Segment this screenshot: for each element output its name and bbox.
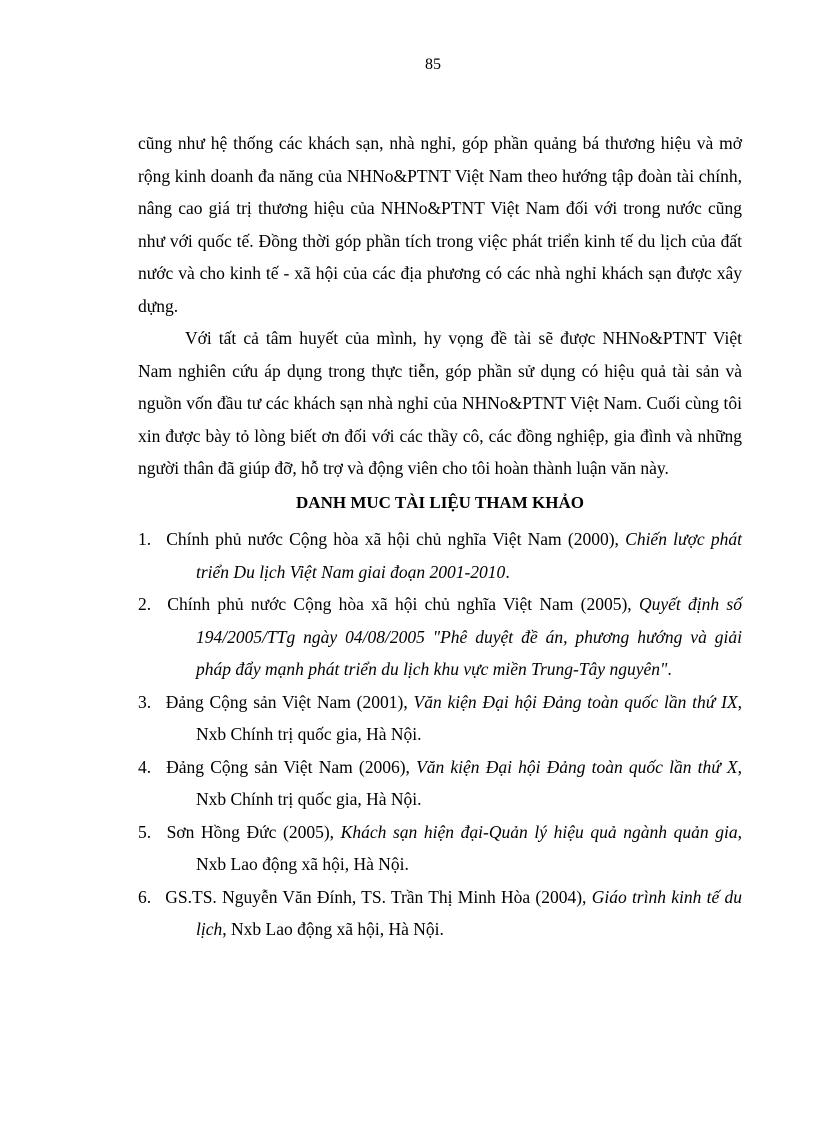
paragraph: Với tất cả tâm huyết của mình, hy vọng đề tài sẽ được NHNo&PTNT Việt Nam nghiên cứu áp dụng trong thực tiễn, góp phần sử dụng có hiệu quả tài sản và nguồn vốn đầu tư các khách sạn nhà nghỉ của NHNo&PTNT Việt Nam. Cuối cùng tôi xin được bày tỏ lòng biết ơn đối với các thầy cô, các đồng nghiệp, gia đình và những người thân đã giúp đỡ, hỗ trợ và động viên cho tôi hoàn thành luận văn này. <box>138 328 742 478</box>
reference-list <box>138 523 742 946</box>
reference-item <box>138 588 742 686</box>
reference-title: Chiến lược phát triển Du lịch Việt Nam giai đoạn 2001-2010 <box>196 529 742 582</box>
reference-text <box>167 594 742 679</box>
reference-item <box>138 686 742 751</box>
reference-number: 2. <box>138 594 152 614</box>
reference-item <box>138 751 742 816</box>
reference-tail: , Nxb Chính trị quốc gia, Hà Nội. <box>196 691 743 744</box>
reference-number: 3. <box>138 691 152 712</box>
reference-title: Giáo trình kinh tế du lịch <box>196 886 743 939</box>
reference-title: Văn kiện Đại hội Đảng toàn quốc lần thứ IX <box>413 691 738 712</box>
reference-item <box>138 816 742 881</box>
reference-author: GS.TS. Nguyễn Văn Đính, TS. Trần Thị Minh Hòa (2004), <box>165 886 587 907</box>
reference-text <box>167 822 742 875</box>
reference-tail: . <box>505 561 510 582</box>
reference-author: Chính phủ nước Cộng hòa xã hội chủ nghĩa Việt Nam (2000), <box>166 529 619 549</box>
reference-number: 5. <box>138 821 152 842</box>
reference-tail: , Nxb Lao động xã hội, Hà Nội. <box>222 919 444 939</box>
reference-author: Đảng Cộng sản Việt Nam (2006), <box>166 756 410 777</box>
page-number: 85 <box>425 56 441 73</box>
reference-author: Chính phủ nước Cộng hòa xã hội chủ nghĩa Việt Nam (2005), <box>167 594 632 614</box>
reference-text <box>166 757 742 810</box>
reference-author: Đảng Cộng sản Việt Nam (2001), <box>165 691 408 712</box>
reference-text <box>166 692 742 745</box>
reference-title: Quyết định số 194/2005/TTg ngày 04/08/2005 "Phê duyệt đề án, phương hướng và giải pháp đẩy mạnh phát triển du lịch khu vực miền Trung-Tây nguyên" <box>196 594 742 679</box>
reference-title: Văn kiện Đại hội Đảng toàn quốc lần thứ X <box>416 756 738 777</box>
references-heading: DANH MUC TÀI LIỆU THAM KHẢO <box>296 492 584 512</box>
reference-text <box>166 529 742 582</box>
reference-text <box>165 887 742 940</box>
reference-item <box>138 881 742 946</box>
paragraph: cũng như hệ thống các khách sạn, nhà nghỉ, góp phần quảng bá thương hiệu và mở rộng kinh doanh đa năng của NHNo&PTNT Việt Nam theo hướng tập đoàn tài chính, nâng cao giá trị thương hiệu của NHNo&PTNT Việt Nam đối với trong nước cũng như với quốc tế. Đồng thời góp phần tích trong việc phát triển kinh tế du lịch của đất nước và cho kinh tế - xã hội của các địa phương có các nhà nghỉ khách sạn được xây dựng. <box>138 133 742 316</box>
reference-number: 6. <box>138 886 152 907</box>
reference-item <box>138 523 742 588</box>
reference-number: 1. <box>138 529 152 549</box>
reference-number: 4. <box>138 756 152 777</box>
reference-tail: , Nxb Lao động xã hội, Hà Nội. <box>196 821 742 874</box>
document-body <box>138 127 742 946</box>
reference-title: Khách sạn hiện đại-Quản lý hiệu quả ngành quản gia <box>340 821 738 842</box>
reference-author: Sơn Hồng Đức (2005), <box>166 821 335 842</box>
reference-tail: , Nxb Chính trị quốc gia, Hà Nội. <box>196 756 743 809</box>
reference-tail: . <box>667 659 672 679</box>
